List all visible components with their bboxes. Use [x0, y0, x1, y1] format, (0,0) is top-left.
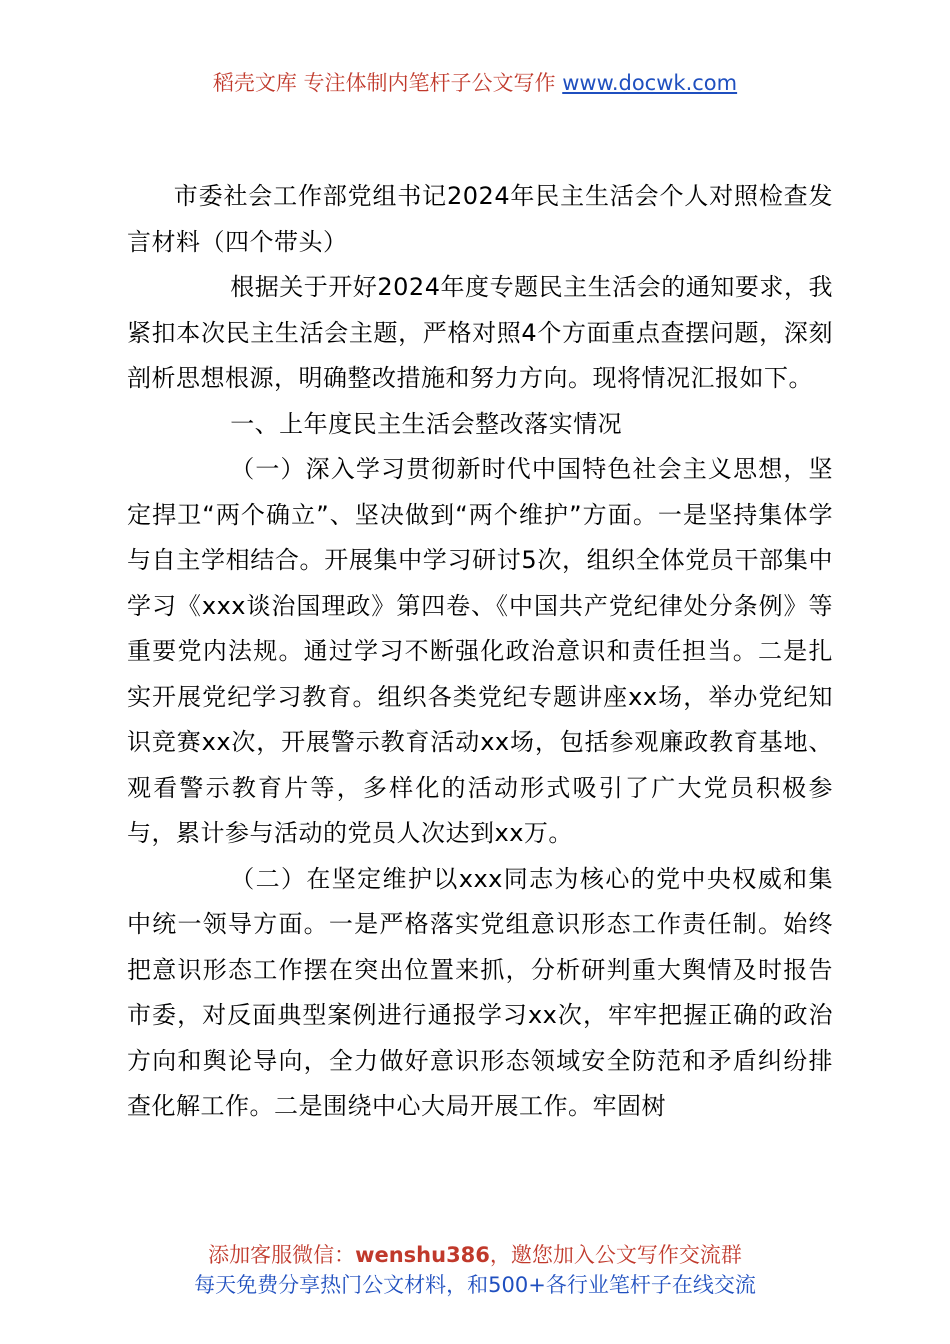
site-name: 稻壳文库 专注体制内笔杆子公文写作 — [212, 71, 563, 95]
paragraph-item-1: （一）深入学习贯彻新时代中国特色社会主义思想，坚定捍卫“两个确立”、坚决做到“两个维护”方面。一是坚持集体学与自主学相结合。开展集中学习研讨5次，组织全体党员干部集中学习《xxx谈治国理政》第四卷、《中国共产党纪律处分条例》等重要党内法规。通过学习不断强化政治意识和责任担当。二是扎实开展党纪学习教育。组织各类党纪专题讲座xx场，举办党纪知识竞赛xx次，开展警示教育活动xx场，包括参观廉政教育基地、观看警示教育片等，多样化的活动形式吸引了广大党员积极参与，累计参与活动的党员人次达到xx万。 — [127, 455, 833, 847]
document-title: 市委社会工作部党组书记2024年民主生活会个人对照检查发言材料（四个带头） — [127, 182, 833, 256]
site-header — [0, 68, 950, 98]
footer-contact-line — [0, 1240, 950, 1270]
paragraph-intro: 根据关于开好2024年度专题民主生活会的通知要求，我紧扣本次民主生活会主题，严格对照4个方面重点查摆问题，深刻剖析思想根源，明确整改措施和努力方向。现将情况汇报如下。 — [127, 273, 833, 392]
site-url-link[interactable]: www.docwk.com — [562, 71, 738, 95]
promo-footer — [0, 1240, 950, 1300]
footer-contact-prefix: 添加客服微信： — [208, 1243, 356, 1267]
document-body — [127, 174, 833, 1130]
footer-contact-suffix: ，邀您加入公文写作交流群 — [489, 1243, 742, 1267]
wechat-id: wenshu386 — [355, 1243, 490, 1267]
footer-promo-line: 每天免费分享热门公文材料，和500+各行业笔杆子在线交流 — [194, 1273, 756, 1297]
section-heading: 一、上年度民主生活会整改落实情况 — [230, 409, 623, 438]
paragraph-item-2: （二）在坚定维护以xxx同志为核心的党中央权威和集中统一领导方面。一是严格落实党组意识形态工作责任制。始终把意识形态工作摆在突出位置来抓，分析研判重大舆情及时报告市委，对反面典型案例进行通报学习xx次，牢牢把握正确的政治方向和舆论导向，全力做好意识形态领域安全防范和矛盾纠纷排查化解工作。二是围绕中心大局开展工作。牢固树 — [127, 864, 833, 1120]
